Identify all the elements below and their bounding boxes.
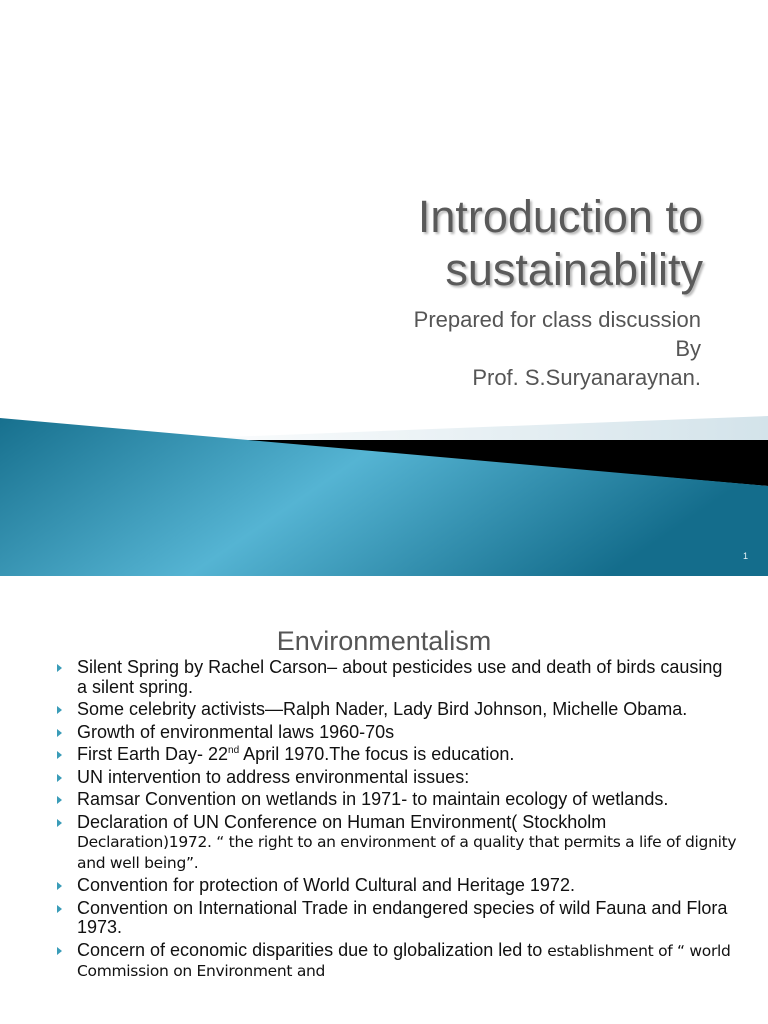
bullet-arrow-icon xyxy=(57,796,62,804)
subtitle-line: By xyxy=(675,336,701,361)
decorative-band xyxy=(0,400,768,576)
subtitle-line: Prepared for class discussion xyxy=(413,307,701,332)
list-item xyxy=(57,768,737,788)
list-item xyxy=(57,813,737,874)
bullet-text: Ramsar Convention on wetlands in 1971- to maintain ecology of wetlands. xyxy=(77,789,669,809)
list-item xyxy=(57,941,737,982)
bullet-text: Growth of environmental laws 1960-70s xyxy=(77,721,395,742)
bullet-text: Declaration of UN Conference on Human Environment( Stockholm xyxy=(77,811,607,832)
bullet-text: Concern of economic disparities due to globalization led to xyxy=(77,939,548,960)
slide-title: Environmentalism xyxy=(276,626,492,656)
slide-subtitle xyxy=(414,305,701,392)
bullet-emphasis: establishment of “ world Commission on Environment and xyxy=(77,941,731,980)
bullet-arrow-icon xyxy=(57,729,62,737)
bullet-text: Some celebrity activists—Ralph Nader, Lady Bird Johnson, Michelle Obama. xyxy=(77,699,688,719)
bullet-text: First Earth Day- 22 xyxy=(77,744,229,764)
bullet-text: Convention on International Trade in endangered species of wild Fauna and Flora 1973. xyxy=(77,897,728,937)
list-item xyxy=(57,723,737,743)
title-line: sustainability xyxy=(445,244,703,295)
bullet-emphasis: Declaration)1972. “ the right to an environment of a quality that permits a life of dignity and well being”. xyxy=(77,833,737,872)
bullet-text: Silent Spring by Rachel Carson– about pesticides use and death of birds causing a silent spring. xyxy=(77,657,723,697)
bullet-arrow-icon xyxy=(57,774,62,782)
bullet-arrow-icon xyxy=(57,819,62,827)
bullet-arrow-icon xyxy=(57,751,62,759)
bullet-arrow-icon xyxy=(57,664,62,672)
bullet-text: Convention for protection of World Cultural and Heritage 1972. xyxy=(77,875,575,895)
list-item xyxy=(57,899,737,938)
bullet-after: April 1970.The focus is education. xyxy=(239,744,515,764)
slide-title xyxy=(418,190,703,296)
bullet-arrow-icon xyxy=(57,905,62,913)
list-item xyxy=(57,790,737,810)
bullet-arrow-icon xyxy=(57,706,62,714)
bullet-sup: nd xyxy=(228,745,240,756)
bullet-text: UN intervention to address environmental issues: xyxy=(77,766,470,787)
content-slide xyxy=(0,600,768,1024)
list-item xyxy=(57,876,737,896)
bullet-arrow-icon xyxy=(57,882,62,890)
title-line: Introduction to xyxy=(417,191,703,242)
light-strip xyxy=(150,416,768,440)
bullet-arrow-icon xyxy=(57,947,62,955)
page-number: 1 xyxy=(742,551,748,561)
list-item xyxy=(57,700,737,720)
bullet-list xyxy=(57,658,737,985)
list-item xyxy=(57,658,737,697)
list-item xyxy=(57,745,737,765)
subtitle-author: Prof. S.Suryanaraynan. xyxy=(472,365,701,390)
